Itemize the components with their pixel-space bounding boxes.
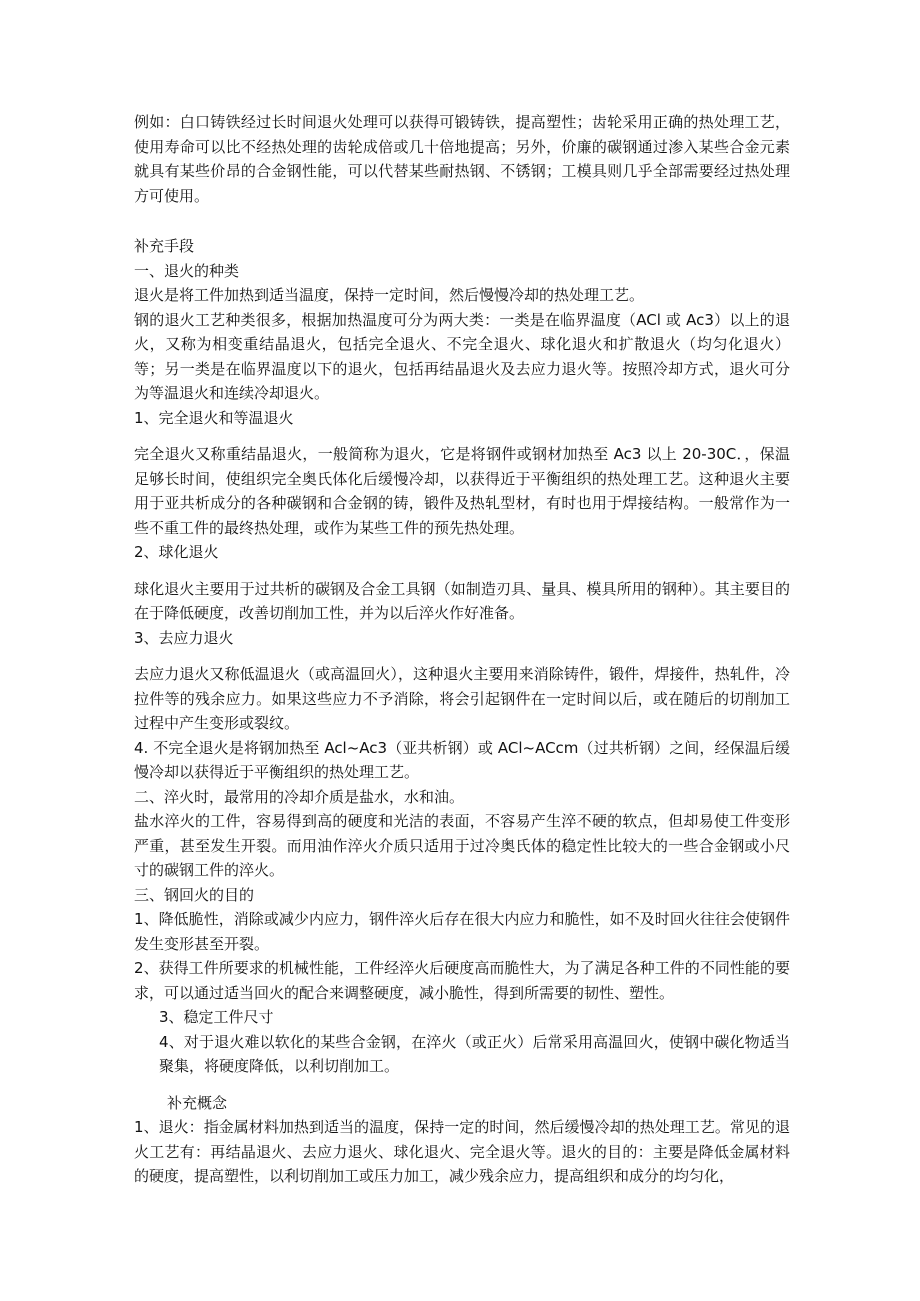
section3-paragraph-3: 3、稳定工件尺寸 xyxy=(159,1008,274,1026)
section3-paragraph-2: 2、获得工件所要求的机械性能，工件经淬火后硬度高而脆性大，为了满足各种工件的不同性能的要求，可以通过适当回火的配合来调整硬度，减小脆性，得到所需要的韧性、塑性。 xyxy=(134,959,790,1002)
intro-paragraph: 例如：白口铸铁经过长时间退火处理可以获得可锻铸铁，提高塑性；齿轮采用正确的热处理工艺，使用寿命可以比不经热处理的齿轮成倍或几十倍地提高；另外，价廉的碳钢通过渗入某些合金元素就具有某些价昂的合金钢性能，可以代替某些耐热钢、不锈钢；工模具则几乎全部需要经过热处理方可使用。 xyxy=(134,113,790,205)
section3-heading: 三、钢回火的目的 xyxy=(134,885,255,904)
concepts-paragraph-1: 1、退火：指金属材料加热到适当的温度，保持一定的时间，然后缓慢冷却的热处理工艺。常见的退火工艺有：再结晶退火、去应力退火、球化退火、完全退火等。退火的目的：主要是降低金属材料的硬度，提高塑性，以利切削加工或压力加工，减少残余应力，提高组织和成分的均匀化， xyxy=(134,1118,790,1185)
item2-heading: 2、球化退火 xyxy=(134,543,219,561)
section3-paragraph-4: 4、对于退火难以软化的某些合金钢，在淬火（或正火）后常采用高温回火，使钢中碳化物适当聚集，将硬度降低，以利切削加工。 xyxy=(159,1032,790,1075)
section3-paragraph-1: 1、降低脆性，消除或减少内应力，钢件淬火后存在很大内应力和脆性，如不及时回火往往会使钢件发生变形甚至开裂。 xyxy=(134,910,790,953)
item2-paragraph: 球化退火主要用于过共析的碳钢及合金工具钢（如制造刃具、量具、模具所用的钢种）。其主要目的在于降低硬度，改善切削加工性，并为以后淬火作好准备。 xyxy=(134,579,790,622)
supplement-heading: 补充手段 xyxy=(134,237,195,255)
item4-paragraph: 4. 不完全退火是将钢加热至 Acl~Ac3（亚共析钢）或 ACl~ACcm（过共析钢）之间，经保温后缓慢冷却以获得近于平衡组织的热处理工艺。 xyxy=(134,738,790,781)
concepts-heading: 补充概念 xyxy=(167,1093,228,1112)
item1-paragraph: 完全退火又称重结晶退火，一般简称为退火，它是将钢件或钢材加热至 Ac3 以上 20-30C．，保温足够长时间，使组织完全奥氏体化后缓慢冷却，以获得近于平衡组织的热处理工艺。这种退火主要用于亚共析成分的各种碳钢和合金钢的铸，锻件及热轧型材，有时也用于焊接结构。一般常作为一些不重工件的最终热处理，或作为某些工件的预先热处理。 xyxy=(134,445,790,537)
section1-paragraph-1: 退火是将工件加热到适当温度，保持一定时间，然后慢慢冷却的热处理工艺。 xyxy=(134,286,645,304)
section1-paragraph-2: 钢的退火工艺种类很多，根据加热温度可分为两大类：一类是在临界温度（ACl 或 Ac3）以上的退火，又称为相变重结晶退火，包括完全退火、不完全退火、球化退火和扩散退火（均匀化退火）等；另一类是在临界温度以下的退火，包括再结晶退火及去应力退火等。按照冷却方式，退火可分为等温退火和连续冷却退火。 xyxy=(134,310,790,402)
item3-paragraph: 去应力退火又称低温退火（或高温回火），这种退火主要用来消除铸件，锻件，焊接件，热轧件，冷拉件等的残余应力。如果这些应力不予消除，将会引起钢件在一定时间以后，或在随后的切削加工过程中产生变形或裂纹。 xyxy=(134,665,790,732)
item3-heading: 3、去应力退火 xyxy=(134,628,234,647)
item1-heading: 1、完全退火和等温退火 xyxy=(134,408,294,427)
section1-heading: 一、退火的种类 xyxy=(134,261,240,280)
document-body xyxy=(134,110,790,1189)
section2-paragraph: 盐水淬火的工件，容易得到高的硬度和光洁的表面，不容易产生淬不硬的软点，但却易使工件变形严重，甚至发生开裂。而用油作淬火介质只适用于过冷奥氏体的稳定性比较大的一些合金钢或小尺寸的碳钢工件的淬火。 xyxy=(134,812,790,879)
section2-heading: 二、淬火时，最常用的冷却介质是盐水，水和油。 xyxy=(134,787,465,806)
